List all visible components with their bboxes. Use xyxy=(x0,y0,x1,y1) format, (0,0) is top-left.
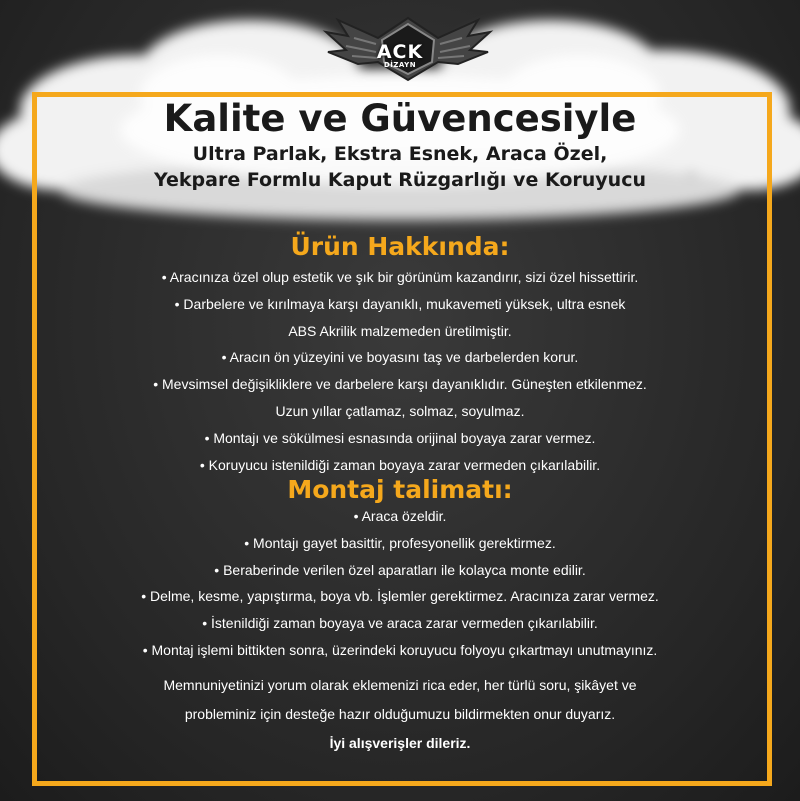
headline-title: Kalite ve Güvencesiyle xyxy=(163,97,637,140)
list-item: Uzun yıllar çatlamaz, solmaz, soyulmaz. xyxy=(275,402,525,419)
list-item: • Montaj işlemi bittikten sonra, üzerindeki koruyucu folyoyu çıkartmayı unutmayınız. xyxy=(142,641,658,658)
list-item: • Aracınıza özel olup estetik ve şık bir görünüm kazandırır, sizi özel hissettirir. xyxy=(161,269,639,285)
list-item: • İstenildiği zaman boyaya ve araca zarar vermeden çıkarılabilir. xyxy=(202,615,598,632)
list-item: • Beraberinde verilen özel aparatları ile kolayca monte edilir. xyxy=(214,561,586,578)
list-item: • Montajı gayet basittir, profesyonellik gerektirmez. xyxy=(244,534,556,551)
logo-subtitle: DİZAYN xyxy=(383,61,417,69)
list-item: • Darbelere ve kırılmaya karşı dayanıklı, mukavemeti yüksek, ultra esnek xyxy=(174,295,626,312)
mounting-title: Montaj talimatı: xyxy=(287,475,513,504)
list-item: • Mevsimsel değişikliklere ve darbelere karşı dayanıklıdır. Güneşten etkilenmez. xyxy=(153,376,647,393)
headline-subtitle-1: Ultra Parlak, Ekstra Esnek, Araca Özel, xyxy=(192,143,608,165)
about-list xyxy=(0,264,800,478)
closing-line-1: Memnuniyetinizi yorum olarak eklemenizi rica eder, her türlü soru, şikâyet ve xyxy=(163,677,637,693)
list-item: ABS Akrilik malzemeden üretilmiştir. xyxy=(288,322,512,339)
logo-title: ACK xyxy=(376,41,424,63)
mounting-list xyxy=(0,503,800,664)
about-title: Ürün Hakkında: xyxy=(290,232,510,261)
closing-signoff: İyi alışverişler dileriz. xyxy=(329,735,471,751)
list-item: • Araca özeldir. xyxy=(353,508,447,524)
list-item: • Delme, kesme, yapıştırma, boya vb. İşlemler gerektirmez. Aracınıza zarar vermez. xyxy=(141,588,659,605)
list-item: • Koruyucu istenildiği zaman boyaya zarar vermeden çıkarılabilir. xyxy=(199,456,601,473)
list-item: • Aracın ön yüzeyini ve boyasını taş ve darbelerden korur. xyxy=(221,349,579,366)
closing-line-2: probleminiz için desteğe hazır olduğumuzu bildirmekten onur duyarız. xyxy=(184,706,616,722)
headline-subtitle-2: Yekpare Formlu Kaput Rüzgarlığı ve Koruyucu xyxy=(154,169,646,191)
list-item: • Montajı ve sökülmesi esnasında orijinal boyaya zarar vermez. xyxy=(204,429,596,446)
